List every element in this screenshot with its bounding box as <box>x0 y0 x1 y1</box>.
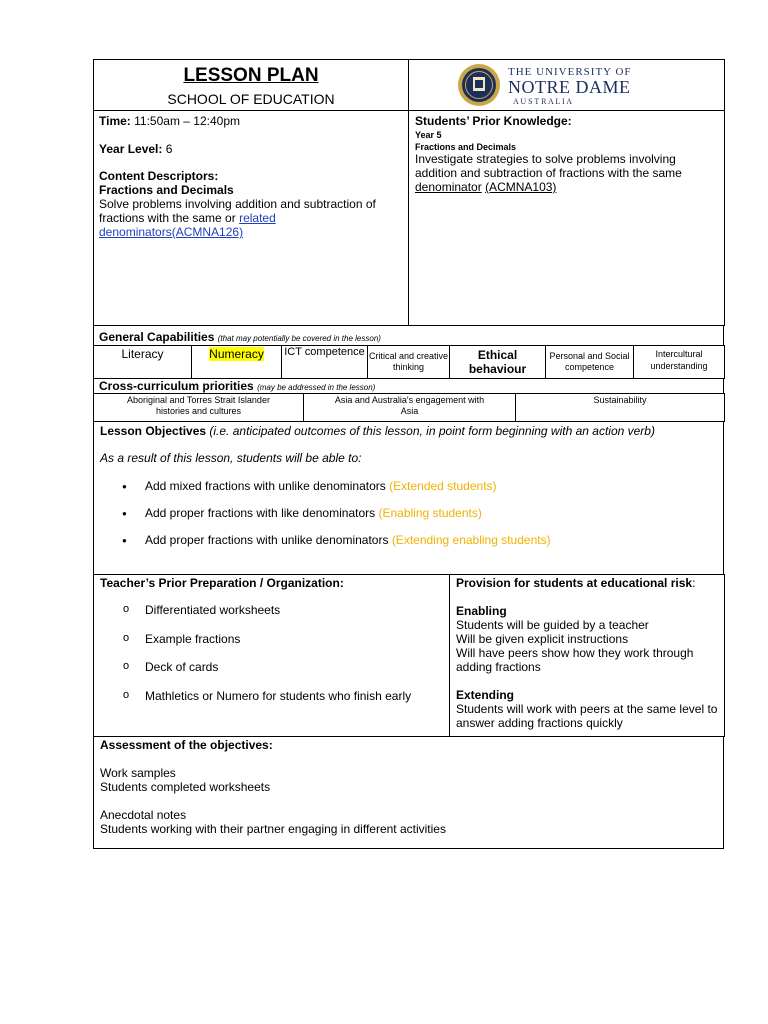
priority-asia: Asia and Australia's engagement with Asia <box>304 394 516 422</box>
assessment-line: Students working with their partner engaging in different activities <box>100 822 446 836</box>
extending-label: Extending <box>456 688 515 702</box>
enabling-line: Will be given explicit instructions <box>456 632 629 646</box>
acmna103-code: (ACMNA103) <box>485 180 557 194</box>
capability-numeracy: Numeracy <box>192 346 282 379</box>
general-capabilities-table <box>93 325 724 346</box>
prior-knowledge-topic: Fractions and Decimals <box>415 142 517 152</box>
enabling-line: Students will be guided by a teacher <box>456 618 649 632</box>
assessment-line: Work samples <box>100 766 176 780</box>
capability-intercultural: Intercultural understanding <box>634 346 725 379</box>
objectives-cell <box>94 422 724 575</box>
objective-item: ● Add mixed fractions with unlike denominators (Extended students) <box>100 479 717 493</box>
assessment-line: Students completed worksheets <box>100 780 271 794</box>
objectives-table <box>93 421 724 575</box>
prior-knowledge-cell <box>409 111 725 326</box>
capability-personal-social: Personal and Social competence <box>546 346 634 379</box>
cross-curriculum-row <box>93 393 725 422</box>
objectives-list <box>100 479 717 547</box>
lesson-plan-document <box>93 59 724 849</box>
provision-cell <box>450 575 725 737</box>
logo-line3: A U S T R A L I A <box>513 97 572 106</box>
capability-ethical: Ethical behaviour <box>450 346 546 379</box>
general-capabilities-heading: General Capabilities (that may potentially be covered in the lesson) <box>94 326 724 346</box>
prior-knowledge-year: Year 5 <box>415 130 442 140</box>
preparation-cell <box>94 575 450 737</box>
cross-curriculum-table <box>93 378 724 394</box>
objectives-heading: Lesson Objectives (i.e. anticipated outcomes of this lesson, in point form beginning with an action verb) <box>100 424 655 438</box>
logo-cell <box>409 60 725 111</box>
school-name: SCHOOL OF EDUCATION <box>167 91 335 107</box>
assessment-cell <box>94 737 724 849</box>
provision-heading: Provision for students at educational risk: <box>456 576 696 590</box>
content-descriptor-text: Solve problems involving addition and subtraction of fractions with the same or related denominators(ACMNA126) <box>99 197 376 239</box>
enabling-line: Will have peers show how they work through adding fractions <box>456 646 694 674</box>
prior-knowledge-label: Students’ Prior Knowledge: <box>415 114 572 128</box>
preparation-item: o Deck of cards <box>100 660 443 674</box>
preparation-item: o Differentiated worksheets <box>100 603 443 617</box>
preparation-item: o Mathletics or Numero for students who finish early <box>100 689 443 703</box>
objectives-intro: As a result of this lesson, students will be able to: <box>100 451 362 465</box>
enabling-label: Enabling <box>456 604 507 618</box>
related-denominators-link[interactable]: related denominators(ACMNA126) <box>99 211 276 239</box>
objective-item: ● Add proper fractions with unlike denominators (Extending enabling students) <box>100 533 717 547</box>
year-level-label: Year Level: <box>99 142 163 156</box>
assessment-table <box>93 736 724 849</box>
objective-item: ● Add proper fractions with like denominators (Enabling students) <box>100 506 717 520</box>
header-table <box>93 59 725 326</box>
priority-aboriginal: Aboriginal and Torres Strait Islander histories and cultures <box>94 394 304 422</box>
denominator-link[interactable]: denominator <box>415 180 482 194</box>
title-cell <box>94 60 409 111</box>
capabilities-row <box>93 345 725 379</box>
cross-curriculum-heading: Cross-curriculum priorities (may be addressed in the lesson) <box>94 379 724 394</box>
logo-line1: THE UNIVERSITY OF <box>508 66 632 78</box>
extending-line: Students will work with peers at the same level to answer adding fractions quickly <box>456 702 718 730</box>
preparation-item: o Example fractions <box>100 632 443 646</box>
time-value: 11:50am – 12:40pm <box>134 114 240 128</box>
details-cell <box>94 111 409 326</box>
assessment-line: Anecdotal notes <box>100 808 187 822</box>
document-title: LESSON PLAN <box>183 65 319 86</box>
time-label: Time: <box>99 114 131 128</box>
preparation-heading: Teacher’s Prior Preparation / Organization: <box>100 576 344 590</box>
logo-line2: NOTRE DAME <box>508 77 631 97</box>
capability-ict: ICT competence <box>282 346 368 379</box>
content-topic: Fractions and Decimals <box>99 183 234 197</box>
priority-sustainability: Sustainability <box>516 394 725 422</box>
capability-literacy: Literacy <box>94 346 192 379</box>
capability-critical-thinking: Critical and creative thinking <box>368 346 450 379</box>
preparation-table <box>93 574 725 737</box>
preparation-list <box>100 603 443 703</box>
assessment-heading: Assessment of the objectives: <box>100 738 273 752</box>
year-level-value: 6 <box>165 142 173 156</box>
prior-knowledge-text: Investigate strategies to solve problems involving addition and subtraction of fractions with the same denominator (ACMNA103) <box>415 152 682 194</box>
crest-icon <box>457 63 501 107</box>
content-descriptors-label: Content Descriptors: <box>99 169 219 183</box>
university-logo <box>409 60 724 110</box>
